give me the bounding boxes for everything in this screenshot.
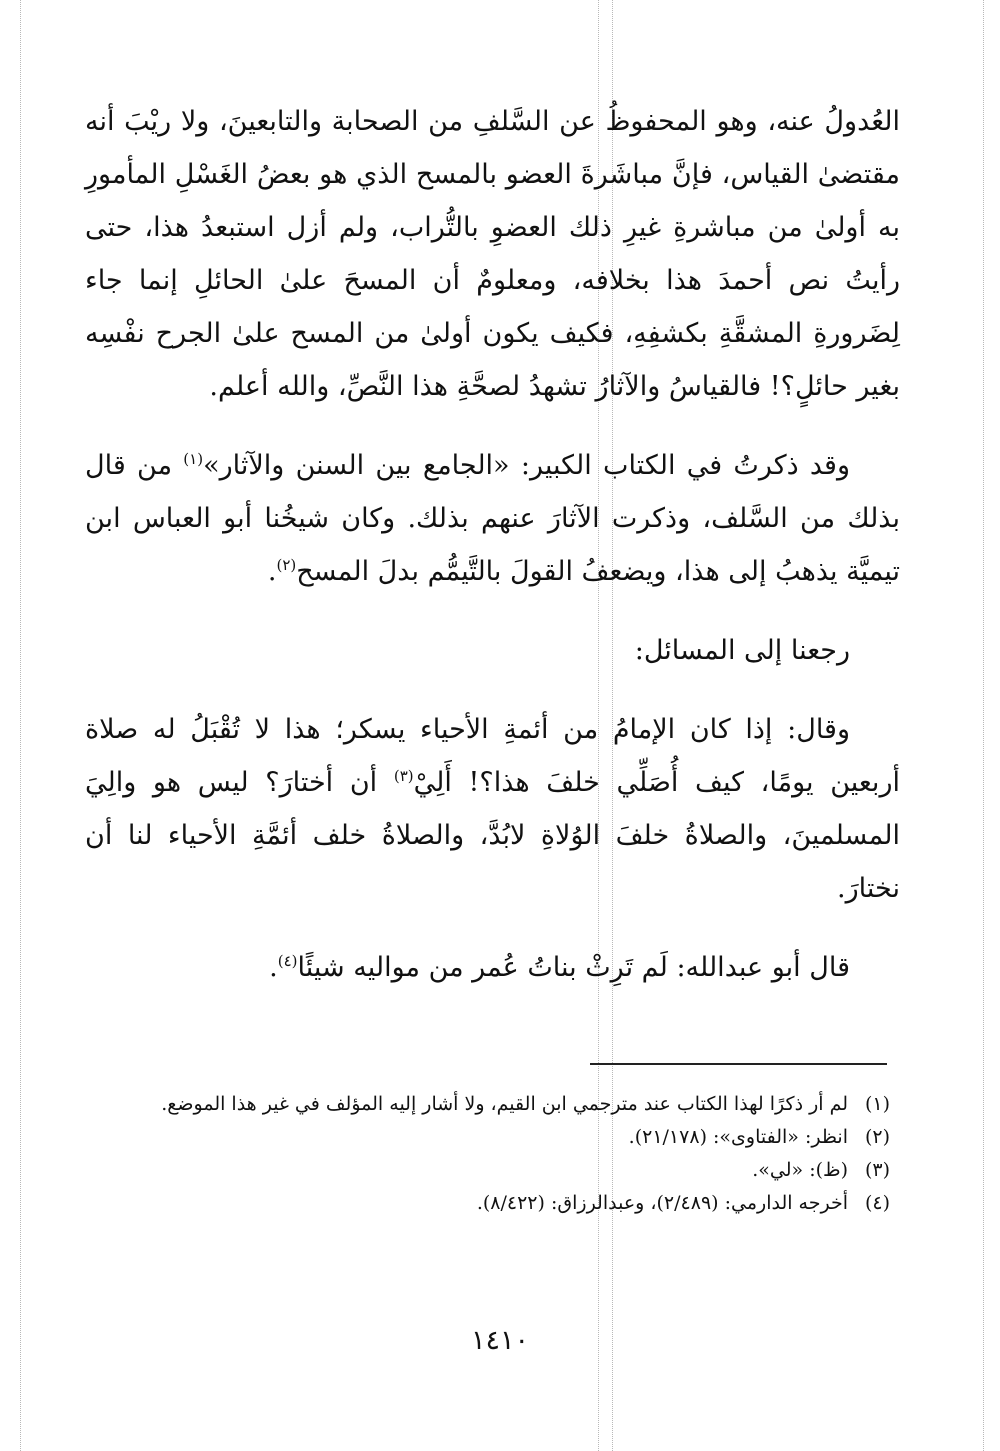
paragraph-2-text-b: من قال بذلك من السَّلف، وذكرت الآثارَ عنهم بذلك. وكان شيخُنا أبو العباس ابن تيميَّة يذهبُ إلى هذا، ويضعفُ القولَ بالتَّيمُّم بدلَ المسح <box>85 450 900 587</box>
footnote-ref-4[interactable]: (٤) <box>277 952 298 970</box>
footnote-ref-1[interactable]: (١) <box>183 450 204 468</box>
footnote-text: لم أر ذكرًا لهذا الكتاب عند مترجمي ابن القيم، ولا أشار إليه المؤلف في غير هذا الموضع. <box>161 1093 848 1115</box>
footnote-number: (٣) <box>864 1159 890 1181</box>
paragraph-1 <box>85 95 900 413</box>
paragraph-4-text-a: وقال: إذا كان الإمامُ من أئمةِ الأحياء يسكر؛ هذا لا تُقْبَلُ له صلاة أربعين يومًا، كيف أُصَلِّي خلفَ هذا؟! أَلِيْ <box>85 714 900 798</box>
footnote-1 <box>85 1088 890 1121</box>
footnote-separator <box>590 1063 887 1065</box>
footnote-4 <box>85 1187 890 1220</box>
paragraph-2-end: . <box>267 556 277 587</box>
main-text <box>85 95 900 994</box>
footnote-ref-2[interactable]: (٢) <box>276 556 297 574</box>
footnote-text: (ظ): «لي». <box>752 1159 848 1181</box>
footnote-text: انظر: «الفتاوى»: (٢١/١٧٨). <box>628 1126 848 1148</box>
paragraph-4-text-b: أن أختارَ؟ ليس هو والِيَ المسلمينَ، والصلاةُ خلفَ الوُلاةِ لابُدَّ، والصلاةُ خلف أئمَّةِ الأحياء لنا أن نختارَ. <box>85 767 900 904</box>
paragraph-2-text-a: وقد ذكرتُ في الكتاب الكبير: «الجامع بين السنن والآثار» <box>203 450 850 481</box>
paragraph-2 <box>85 439 900 598</box>
paragraph-5-end: . <box>269 952 278 983</box>
footnotes <box>85 1088 890 1220</box>
margin-guide-right <box>983 0 984 1451</box>
footnote-number: (٢) <box>864 1126 890 1148</box>
footnote-2 <box>85 1121 890 1154</box>
footnote-text: أخرجه الدارمي: (٢/٤٨٩)، وعبدالرزاق: (٨/٤٢٢). <box>476 1192 848 1214</box>
paragraph-5-text: قال أبو عبدالله: لَم تَرِثْ بناتُ عُمر من مواليه شيئًا <box>297 952 850 983</box>
footnote-number: (٤) <box>864 1192 890 1214</box>
paragraph-3-text: رجعنا إلى المسائل: <box>634 635 850 666</box>
margin-guide-left <box>20 0 21 1451</box>
paragraph-5 <box>85 941 900 994</box>
paragraph-3 <box>85 624 900 677</box>
footnote-number: (١) <box>864 1093 890 1115</box>
footnote-ref-3[interactable]: (٣) <box>393 767 414 785</box>
footnote-3 <box>85 1154 890 1187</box>
paragraph-4 <box>85 703 900 915</box>
page-number: ١٤١٠ <box>470 1325 529 1356</box>
paragraph-1-text: العُدولُ عنه، وهو المحفوظُ عن السَّلفِ من الصحابة والتابعينَ، ولا ريْبَ أنه مقتضىٰ القياس، فإنَّ مباشَرةَ العضو بالمسح الذي هو بعضُ الغَسْلِ المأمورِ به أولىٰ من مباشرةِ غيرِ ذلك العضوِ بالتُّراب، ولم أزل استبعدُ هذا، حتى رأيتُ نص أحمدَ هذا بخلافه، ومعلومٌ أن المسحَ علىٰ الحائلِ إنما جاء لِضَرورةِ المشقَّةِ بكشفِهِ، فكيف يكون أولىٰ من المسح علىٰ الجرح نفْسِه بغير حائلٍ؟! فالقياسُ والآثارُ تشهدُ لصحَّةِ هذا النَّصِّ، والله أعلم. <box>85 106 900 402</box>
